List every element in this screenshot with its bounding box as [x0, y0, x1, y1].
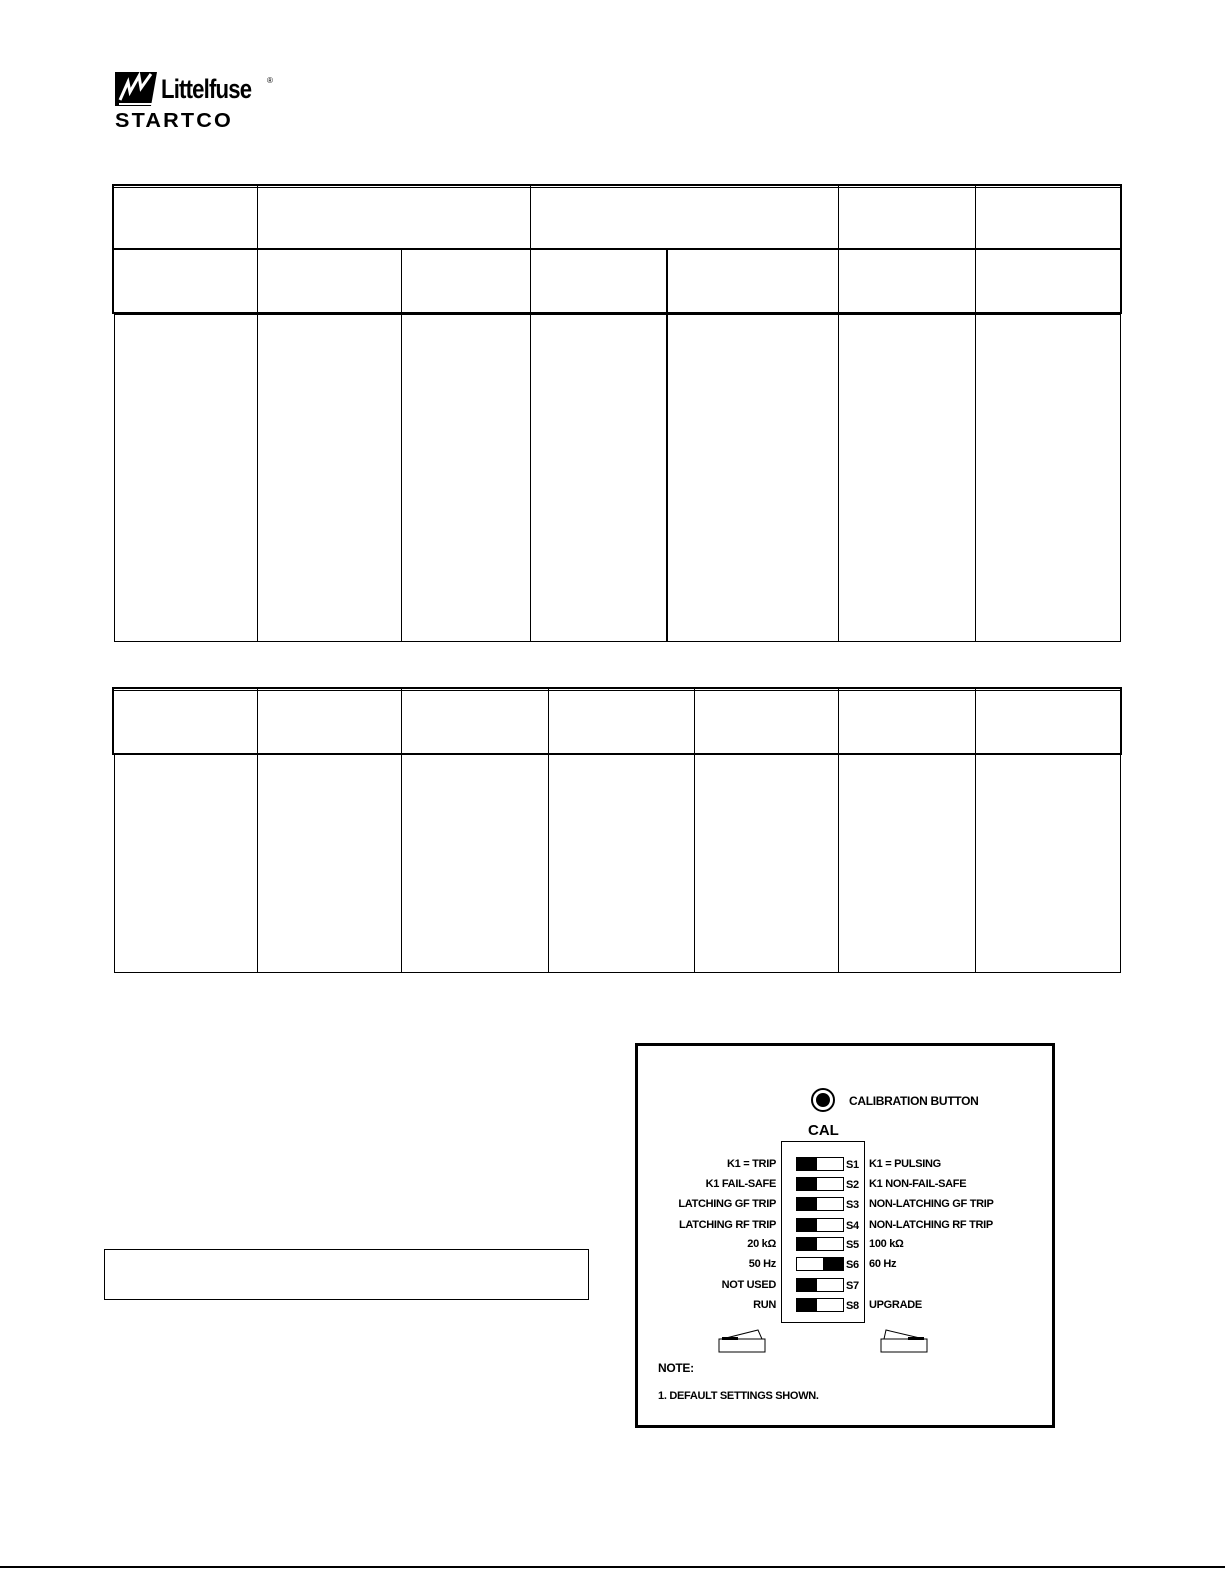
switch-s1-right-label: K1 = PULSING [869, 1158, 941, 1170]
switch-knob [797, 1219, 817, 1231]
switch-knob [797, 1178, 817, 1190]
brand-subtitle: STARTCO [115, 110, 233, 132]
page-bottom-rule [0, 1566, 1225, 1568]
table2-col-line [694, 689, 695, 973]
littelfuse-logo-icon [115, 70, 157, 108]
calibration-button-label: CALIBRATION BUTTON [849, 1094, 979, 1108]
switch-id-label: S7 [846, 1280, 859, 1292]
table2-col-line [401, 689, 402, 973]
switch-s1-left-label: K1 = TRIP [727, 1158, 776, 1170]
cal-label: CAL [808, 1122, 839, 1139]
table2-body-frame [114, 753, 1121, 973]
table2-col-line [548, 689, 549, 973]
switch-knob [797, 1238, 817, 1250]
switch-id-label: S2 [846, 1179, 859, 1191]
switch-s2-right-label: K1 NON-FAIL-SAFE [869, 1178, 967, 1190]
table2-header-frame [112, 687, 1122, 755]
dip-switch-figure [635, 1043, 1055, 1428]
table2-inner-top [114, 690, 1120, 691]
switch-id-label: S5 [846, 1239, 859, 1251]
littelfuse-startco-logo [115, 70, 275, 132]
table1-body-frame [114, 314, 1121, 642]
switch-knob [797, 1299, 817, 1311]
switch-s5-left-label: 20 kΩ [747, 1238, 776, 1250]
rocker-left-icon [718, 1326, 768, 1356]
switch-knob [823, 1258, 843, 1270]
table1-col-line [530, 186, 531, 642]
switch-knob [797, 1158, 817, 1170]
table1-col-line [257, 186, 258, 642]
table2-col-line [838, 689, 839, 973]
switch-s4-left-label: LATCHING RF TRIP [678, 1219, 776, 1231]
switch-knob [797, 1198, 817, 1210]
table1-subcol-line [401, 249, 402, 642]
brand-wordmark: Littelfuse [161, 74, 252, 104]
dip-switch-s4[interactable] [796, 1218, 844, 1232]
dip-switch-s1[interactable] [796, 1157, 844, 1171]
note-heading: NOTE: [658, 1361, 694, 1375]
table2-col-line [975, 689, 976, 973]
switch-s6-left-label: 50 Hz [748, 1258, 776, 1270]
dip-switch-s2[interactable] [796, 1177, 844, 1191]
dip-switch-s8[interactable] [796, 1298, 844, 1312]
dip-switch-s5[interactable] [796, 1237, 844, 1251]
dip-switch-s3[interactable] [796, 1197, 844, 1211]
dip-switch-s7[interactable] [796, 1278, 844, 1292]
switch-s6-right-label: 60 Hz [869, 1258, 897, 1270]
table1-inner-top [114, 187, 1120, 188]
switch-id-label: S3 [846, 1199, 859, 1211]
switch-id-label: S8 [846, 1300, 859, 1312]
dip-switch-s6[interactable] [796, 1257, 844, 1271]
table2-col-line [257, 689, 258, 973]
switch-s3-left-label: LATCHING GF TRIP [678, 1198, 776, 1210]
switch-s8-right-label: UPGRADE [869, 1299, 922, 1311]
switch-s2-left-label: K1 FAIL-SAFE [705, 1178, 776, 1190]
rocker-right-icon [880, 1326, 930, 1356]
switch-knob [797, 1279, 817, 1291]
switch-s5-right-label: 100 kΩ [869, 1238, 904, 1250]
registered-mark: ® [267, 76, 273, 85]
table1-col-line [975, 186, 976, 642]
switch-id-label: S1 [846, 1159, 859, 1171]
table1-col-line [838, 186, 839, 642]
switch-s4-right-label: NON-LATCHING RF TRIP [869, 1219, 993, 1231]
switch-s7-left-label: NOT USED [721, 1279, 776, 1291]
switch-id-label: S4 [846, 1220, 859, 1232]
calibration-button-icon [811, 1088, 835, 1112]
table1-subcol-line [666, 249, 668, 642]
switch-id-label: S6 [846, 1259, 859, 1271]
switch-s3-right-label: NON-LATCHING GF TRIP [869, 1198, 994, 1210]
empty-note-box [104, 1249, 589, 1300]
table1-header-divider [114, 248, 1120, 250]
note-default-settings: 1. DEFAULT SETTINGS SHOWN. [658, 1390, 819, 1402]
switch-s8-left-label: RUN [753, 1299, 776, 1311]
